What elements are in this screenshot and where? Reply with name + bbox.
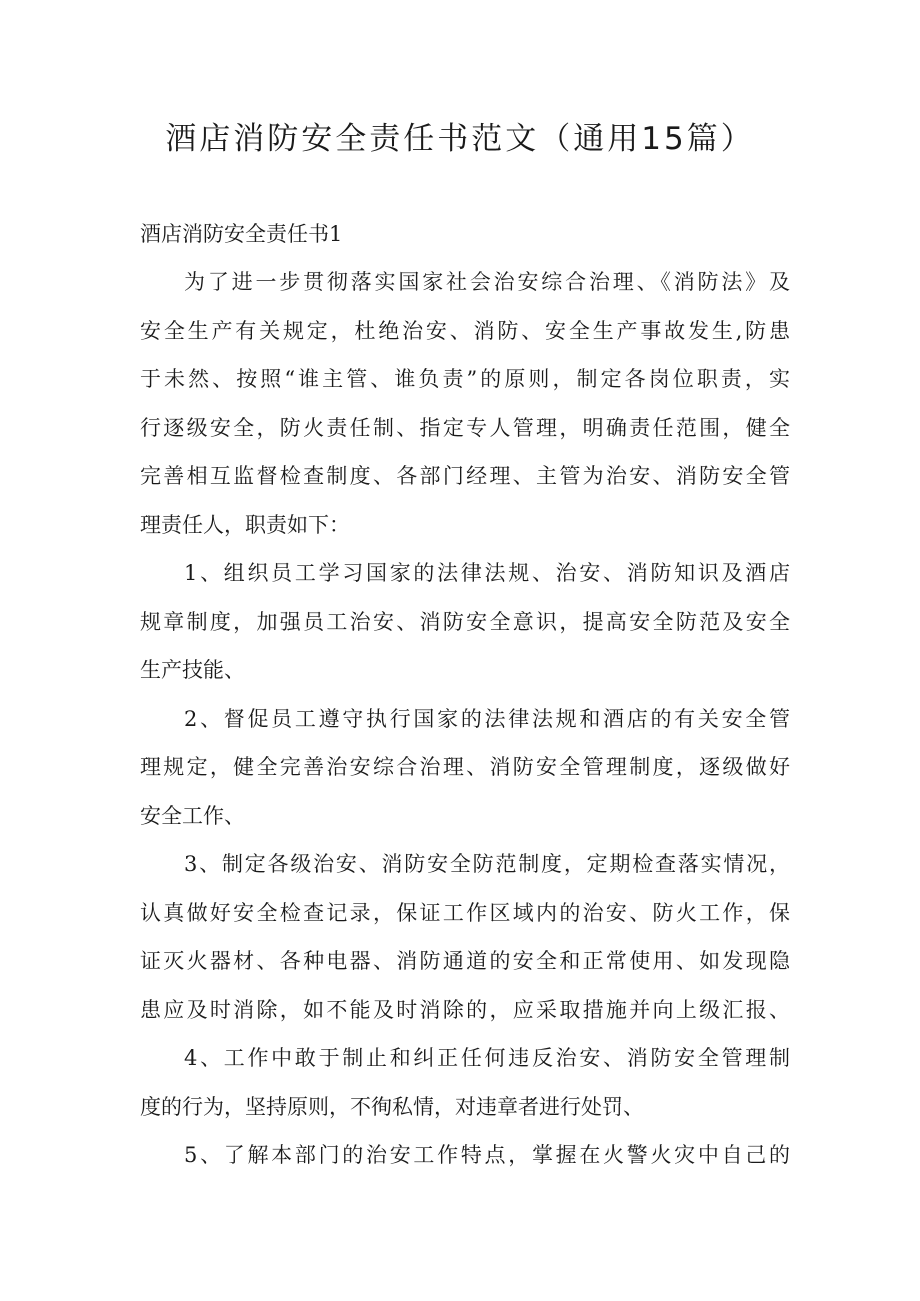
text-line: 3、制定各级治安、消防安全防范制度，定期检查落实情况， [184, 852, 790, 876]
text-line: 规章制度，加强员工治安、消防安全意识，提高安全防范及安全 [140, 609, 790, 634]
text-line: 5、了解本部门的治安工作特点，掌握在火警火灾中自己的 [184, 1143, 790, 1167]
text-line: 2、督促员工遵守执行国家的法律法规和酒店的有关安全管 [184, 706, 790, 731]
paragraph-item-3 [140, 840, 790, 1034]
text-line: 理规定，健全完善治安综合治理、消防安全管理制度，逐级做好 [140, 755, 790, 779]
section-heading: 酒店消防安全责任书1 [140, 222, 343, 246]
text-line: 证灭火器材、各种电器、消防通道的安全和正常使用、如发现隐 [140, 949, 790, 973]
text-line: 患应及时消除，如不能及时消除的，应采取措施并向上级汇报、 [140, 997, 790, 1022]
text-line: 4、工作中敢于制止和纠正任何违反治安、消防安全管理制 [184, 1046, 790, 1070]
text-line: 理责任人，职责如下： [140, 512, 350, 537]
paragraph-item-1 [140, 549, 790, 695]
paragraph-intro [140, 258, 790, 549]
text-line: 安全工作、 [140, 803, 245, 828]
paragraph-item-4 [140, 1034, 790, 1131]
text-line: 行逐级安全，防火责任制、指定专人管理，明确责任范围，健全 [140, 415, 790, 440]
text-line: 为了进一步贯彻落实国家社会治安综合治理、《消防法》及 [184, 270, 790, 294]
text-line: 完善相互监督检查制度、各部门经理、主管为治安、消防安全管 [140, 464, 790, 488]
text-line: 1、组织员工学习国家的法律法规、治安、消防知识及酒店 [184, 561, 790, 585]
text-line: 认真做好安全检查记录，保证工作区域内的治安、防火工作，保 [140, 900, 790, 925]
text-line: 于未然、按照“谁主管、谁负责”的原则，制定各岗位职责，实 [140, 367, 790, 391]
document-title: 酒店消防安全责任书范文（通用15篇） [165, 121, 755, 157]
paragraph-item-5 [140, 1131, 790, 1180]
paragraph-item-2 [140, 695, 790, 841]
text-line: 度的行为，坚持原则，不徇私情，对违章者进行处罚、 [140, 1094, 644, 1119]
document-body [140, 210, 790, 1180]
text-line: 生产技能、 [140, 658, 245, 682]
text-line: 安全生产有关规定，杜绝治安、消防、安全生产事故发生,防患 [140, 318, 790, 343]
